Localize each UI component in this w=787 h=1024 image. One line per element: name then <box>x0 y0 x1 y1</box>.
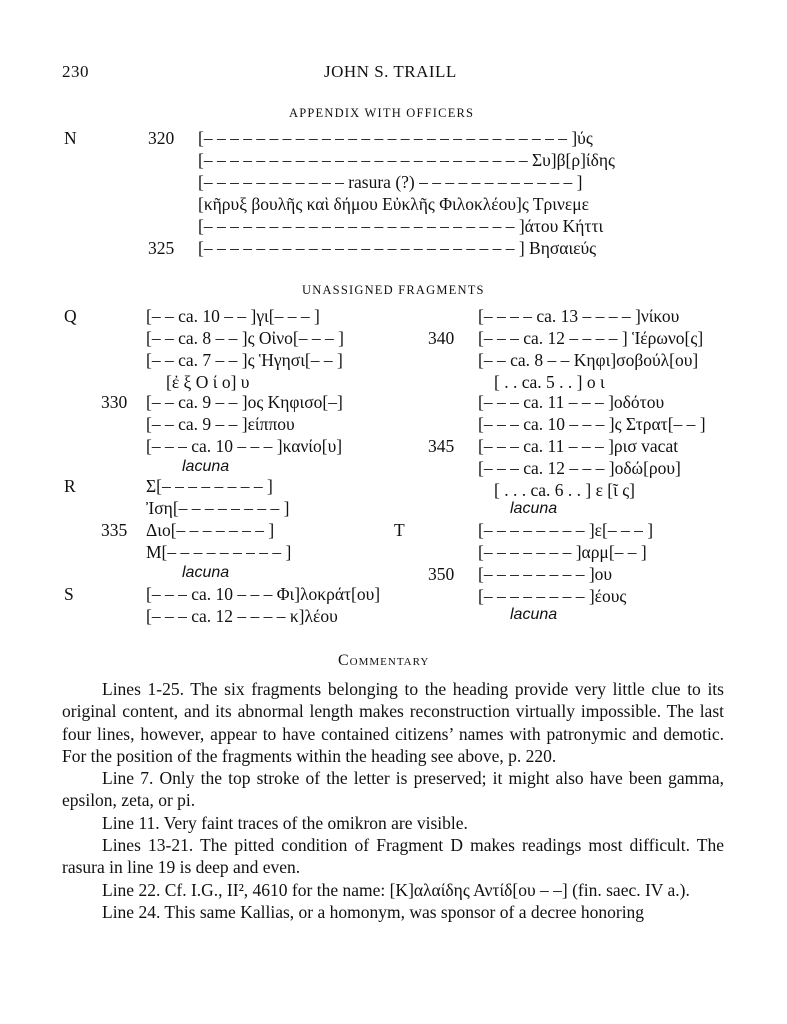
unassigned-title: UNASSIGNED FRAGMENTS <box>302 283 485 297</box>
lacuna-label: lacuna <box>182 458 230 475</box>
inscription-line: Μ[– – – – – – – – – ] <box>146 542 292 562</box>
inscription-line: [κῆρυξ βουλῆς καὶ δήμου Εὐκλῆς Φιλοκλέου]ς Τρινεμε <box>198 194 589 214</box>
line-number: 320 <box>148 128 175 148</box>
inscription-line: Σ[– – – – – – – – ] <box>146 476 273 496</box>
inscription-line: [– – – ca. 10 – – – Φι]λοκράτ[ου] <box>146 584 381 604</box>
inscription-line: [– – – ca. 11 – – – ]ρισ vacat <box>478 436 679 456</box>
inscription-line: [– – – – – – – – ]ου <box>478 564 613 584</box>
inscription-line: [ . . . ca. 6 . . ] ε [ῖ ς] <box>494 480 635 500</box>
inscription-line: [– – ca. 9 – – ]είππου <box>146 414 295 434</box>
commentary-paragraph: Line 11. Very faint traces of the omikron are visible. <box>102 812 468 833</box>
inscription-line: [– – – ca. 12 – – – – ] Ἱέρωνο[ς] <box>478 328 704 348</box>
commentary-title: Commentary <box>338 652 430 669</box>
inscription-line: [ἐ ξ Ο ί ο] υ <box>166 372 250 392</box>
fragment-label-q: Q <box>64 306 77 326</box>
inscription-line: [– – – ca. 10 – – – ]ς Στρατ[– – ] <box>478 414 706 434</box>
lacuna-label: lacuna <box>182 564 230 581</box>
line-number: 325 <box>148 238 175 258</box>
fragment-label-t: T <box>394 520 405 540</box>
inscription-line: [– – ca. 7 – – ]ς Ἡγησι[– – ] <box>146 350 343 370</box>
running-title: JOHN S. TRAILL <box>324 62 457 81</box>
inscription-line: [– – ca. 8 – – ]ς Οἰνο[– – – ] <box>146 328 344 348</box>
inscription-line: [– – – ca. 12 – – – ]οδώ[ρου] <box>478 458 681 478</box>
commentary-paragraph: Line 7. Only the top stroke of the letter is preserved; it might also have been gamma, epsilon, zeta, or pi. <box>62 768 724 811</box>
commentary-paragraph: Line 22. Cf. I.G., II², 4610 for the name: [Κ]αλαίδης Αντίδ[ου – –] (fin. saec. IV a.). <box>102 879 690 900</box>
fragment-label-n: N <box>64 128 77 148</box>
inscription-line: [– – – – – – – – ]έους <box>478 586 627 606</box>
commentary-paragraph: Lines 1-25. The six fragments belonging to the heading provide very little clue to its original content, and its abnormal length makes reconstruction virtually impossible. The last four lines, however, appear to have contained citizens’ names with patronymic and demotic. For the position of the fragments within the heading see above, p. 220. <box>62 679 724 766</box>
inscription-line: [– – – ca. 12 – – – – κ]λέου <box>146 606 338 626</box>
inscription-line: [– – – ca. 11 – – – ]οδότου <box>478 392 665 412</box>
line-number: 345 <box>428 436 455 456</box>
inscription-line: [– – – – – – – ]αρμ[– – ] <box>478 542 647 562</box>
fragment-label-r: R <box>64 476 76 496</box>
inscription-line: [– – ca. 9 – – ]ος Κηφισο[–] <box>146 392 343 412</box>
inscription-line: Ἰση[– – – – – – – – ] <box>146 498 290 518</box>
inscription-line: [– – – – – – – – – – – – – – – – – – – – – – – – ]άτου Κήττι <box>198 216 604 236</box>
line-number: 330 <box>101 392 128 412</box>
inscription-line: [– – – – – – – – ]ε[– – – ] <box>478 520 654 540</box>
inscription-line: [– – – – – – – – – – – rasura (?) – – – – – – – – – – – – ] <box>198 172 583 192</box>
fragment-label-s: S <box>64 584 74 604</box>
inscription-line: Διο[– – – – – – – ] <box>146 520 275 540</box>
inscription-line: [– – – – – – – – – – – – – – – – – – – – – – – – – – – – ]ύς <box>198 128 593 148</box>
lacuna-label: lacuna <box>510 606 558 623</box>
commentary-paragraph: Lines 13-21. The pitted condition of Fragment D makes readings most difficult. The rasura in line 19 is deep and even. <box>62 835 724 878</box>
line-number: 350 <box>428 564 455 584</box>
commentary-body <box>62 678 724 923</box>
inscription-line: [– – ca. 8 – – Κηφι]σοβούλ[ου] <box>478 350 699 370</box>
inscription-line: [ . . ca. 5 . . ] ο ι <box>494 372 605 392</box>
appendix-title: APPENDIX WITH OFFICERS <box>289 106 475 120</box>
line-number: 340 <box>428 328 455 348</box>
inscription-line: [– – – ca. 10 – – – ]κανίο[υ] <box>146 436 343 456</box>
inscription-line: [– – – – ca. 13 – – – – ]νίκου <box>478 306 680 326</box>
line-number: 335 <box>101 520 128 540</box>
inscription-line: [– – – – – – – – – – – – – – – – – – – – – – – – ] Βησαιεύς <box>198 238 597 258</box>
page-number: 230 <box>62 62 89 81</box>
inscription-line: [– – – – – – – – – – – – – – – – – – – – – – – – – Συ]β[ρ]ίδης <box>198 150 615 170</box>
lacuna-label: lacuna <box>510 500 558 517</box>
inscription-line: [– – ca. 10 – – ]γι[– – – ] <box>146 306 320 326</box>
commentary-paragraph: Line 24. This same Kallias, or a homonym, was sponsor of a decree honoring <box>102 901 645 922</box>
